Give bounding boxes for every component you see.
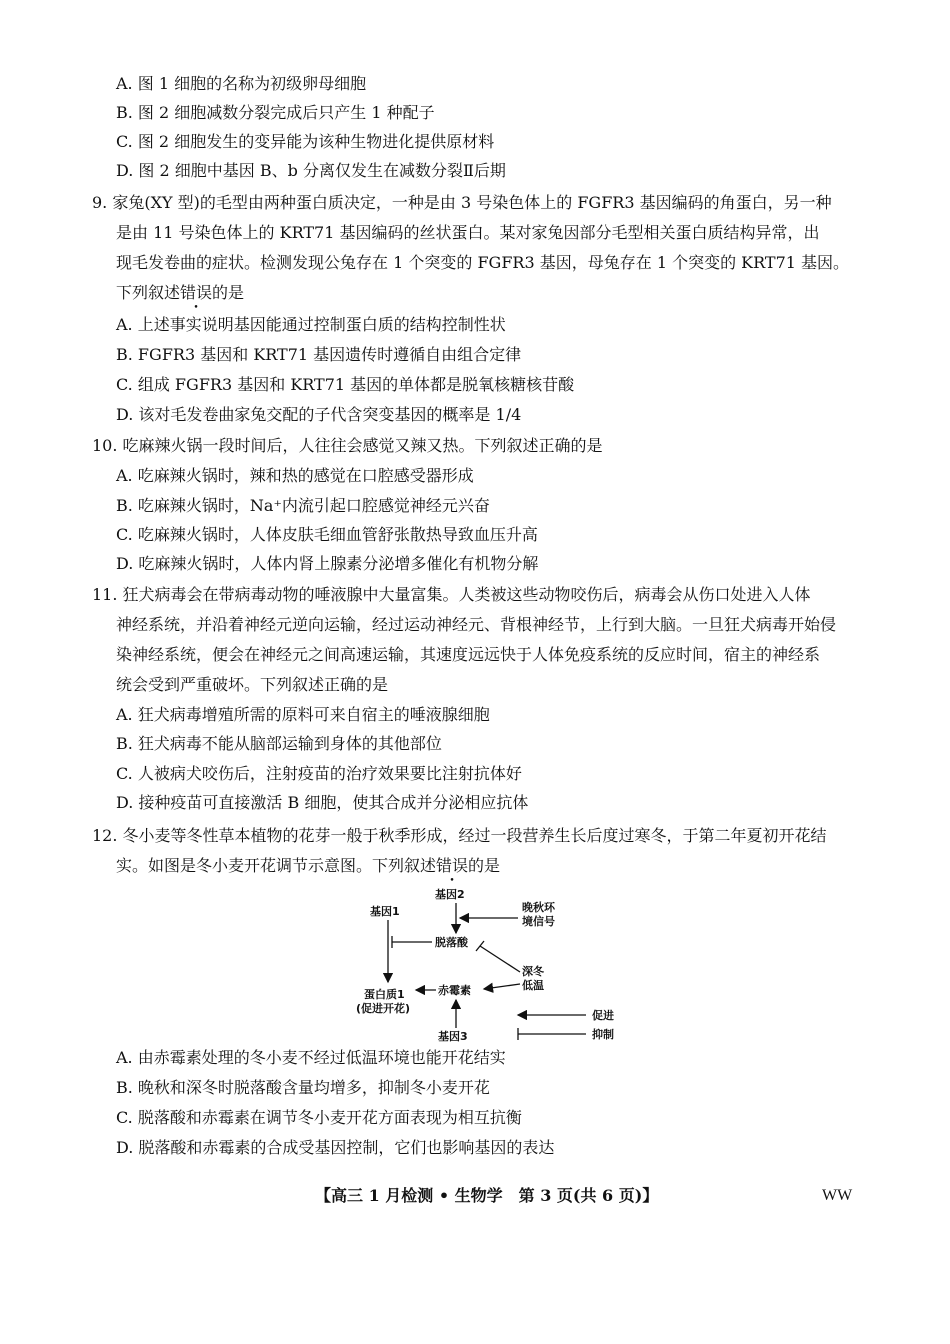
q8-option-d: D. 图 2 细胞中基因 B、b 分离仅发生在减数分裂Ⅱ后期 xyxy=(116,161,506,180)
diagram-protein1-line1: 蛋白质1 xyxy=(364,988,405,1001)
q8-option-b: B. 图 2 细胞减数分裂完成后只产生 1 种配子 xyxy=(116,103,435,122)
arrow-deep-winter-to-ga xyxy=(484,984,520,989)
q9-emphasis-word: 错误 xyxy=(180,283,213,302)
q9-option-c: C. 组成 FGFR3 基因和 KRT71 基因的单体都是脱氧核糖核苷酸 xyxy=(116,375,575,394)
q11-option-b: B. 狂犬病毒不能从脑部运输到身体的其他部位 xyxy=(116,734,442,753)
q12-stem-line-1: 12. 冬小麦等冬性草本植物的花芽一般于秋季形成，经过一段营养生长后度过寒冬，于第二年夏初开花结 xyxy=(92,826,827,845)
q11-option-d: D. 接种疫苗可直接激活 B 细胞，使其合成并分泌相应抗体 xyxy=(116,793,529,812)
q10-option-b: B. 吃麻辣火锅时，Na⁺内流引起口腔感觉神经元兴奋 xyxy=(116,496,490,515)
q12-option-c: C. 脱落酸和赤霉素在调节冬小麦开花方面表现为相互抗衡 xyxy=(116,1108,522,1127)
q12-stem-text-end: 的是 xyxy=(468,856,501,875)
q12-option-b: B. 晚秋和深冬时脱落酸含量均增多，抑制冬小麦开花 xyxy=(116,1078,490,1097)
q10-option-c: C. 吃麻辣火锅时，人体皮肤毛细血管舒张散热导致血压升高 xyxy=(116,525,538,544)
q9-stem-text: 下列叙述 xyxy=(116,283,181,302)
q11-stem-line-4: 统会受到严重破坏。下列叙述正确的是 xyxy=(116,675,389,694)
diagram-legend-inhibit-label: 抑制 xyxy=(592,1028,614,1041)
q9-option-a: A. 上述事实说明基因能通过控制蛋白质的结构控制性状 xyxy=(116,315,506,334)
q10-option-a: A. 吃麻辣火锅时，辣和热的感觉在口腔感受器形成 xyxy=(116,466,474,485)
diagram-legend-promote-label: 促进 xyxy=(592,1009,614,1022)
q11-stem-line-1: 11. 狂犬病毒会在带病毒动物的唾液腺中大量富集。人类被这些动物咬伤后，病毒会从伤口处进入人体 xyxy=(92,585,811,604)
q9-stem-line-3: 现毛发卷曲的症状。检测发现公兔存在 1 个突变的 FGFR3 基因，母兔存在 1 个突变的 KRT71 基因。 xyxy=(116,253,850,272)
diagram-late-autumn-line2: 境信号 xyxy=(522,915,555,928)
q8-option-a: A. 图 1 细胞的名称为初级卵母细胞 xyxy=(116,74,367,93)
q12-stem-line-2 xyxy=(116,856,500,876)
diagram-gene3-label: 基因3 xyxy=(438,1030,468,1043)
q8-option-c: C. 图 2 细胞发生的变异能为该种生物进化提供原材料 xyxy=(116,132,495,151)
q11-option-c: C. 人被病犬咬伤后，注射疫苗的治疗效果要比注射抗体好 xyxy=(116,764,522,783)
diagram-aba-label: 脱落酸 xyxy=(435,936,468,949)
q11-stem-line-3: 染神经系统，便会在神经元之间高速运输，其速度远远快于人体免疫系统的反应时间，宿主的神经系 xyxy=(116,645,821,664)
diagram-deep-winter-line2: 低温 xyxy=(522,979,544,992)
q9-stem-line-2: 是由 11 号染色体上的 KRT71 基因编码的丝状蛋白。某对家兔因部分毛型相关蛋白质结构异常，出 xyxy=(116,223,820,242)
diagram-ga-label: 赤霉素 xyxy=(438,984,471,997)
q9-option-b: B. FGFR3 基因和 KRT71 基因遗传时遵循自由组合定律 xyxy=(116,345,522,364)
page-footer: 【高三 1 月检测 • 生物学 第 3 页(共 6 页)】 xyxy=(315,1186,659,1205)
diagram-protein1-line2: (促进开花) xyxy=(356,1002,411,1015)
q9-option-d: D. 该对毛发卷曲家兔交配的子代含突变基因的概率是 1/4 xyxy=(116,405,522,424)
q11-stem-line-2: 神经系统，并沿着神经元逆向运输，经过运动神经元、背根神经节，上行到大脑。一旦狂犬病毒开始侵 xyxy=(116,615,837,634)
q12-option-d: D. 脱落酸和赤霉素的合成受基因控制，它们也影响基因的表达 xyxy=(116,1138,555,1157)
q10-option-d: D. 吃麻辣火锅时，人体内肾上腺素分泌增多催化有机物分解 xyxy=(116,554,539,573)
q9-stem-line-4 xyxy=(116,283,244,303)
flowering-regulation-diagram xyxy=(350,880,620,1045)
diagram-late-autumn-line1: 晚秋环 xyxy=(522,901,555,914)
inhibit-bar-deep-winter xyxy=(476,941,484,951)
diagram-deep-winter-line1: 深冬 xyxy=(522,965,544,978)
page-footer-code: WW xyxy=(822,1187,853,1204)
q10-stem: 10. 吃麻辣火锅一段时间后，人往往会感觉又辣又热。下列叙述正确的是 xyxy=(92,436,603,455)
q12-option-a: A. 由赤霉素处理的冬小麦不经过低温环境也能开花结实 xyxy=(116,1048,506,1067)
diagram-gene1-label: 基因1 xyxy=(370,905,400,918)
q9-stem-text-end: 的是 xyxy=(212,283,245,302)
q9-stem-line-1: 9. 家兔(XY 型)的毛型由两种蛋白质决定，一种是由 3 号染色体上的 FGFR3 基因编码的角蛋白，另一种 xyxy=(92,193,832,212)
diagram-gene2-label: 基因2 xyxy=(435,888,465,901)
q12-emphasis-word: 错误 xyxy=(436,856,469,875)
q11-option-a: A. 狂犬病毒增殖所需的原料可来自宿主的唾液腺细胞 xyxy=(116,705,490,724)
q12-stem-text: 实。如图是冬小麦开花调节示意图。下列叙述 xyxy=(116,856,437,875)
inhibit-deep-winter-to-aba xyxy=(480,946,520,972)
